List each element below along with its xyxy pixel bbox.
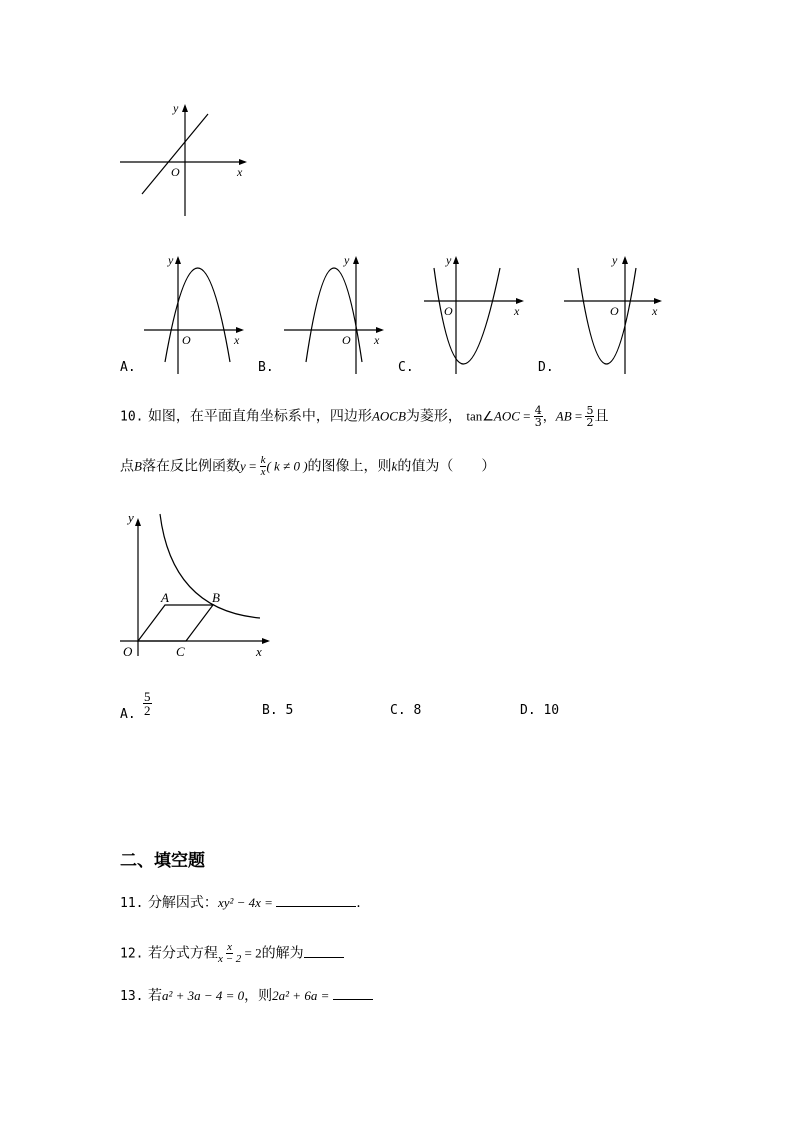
y-axis-label: y xyxy=(344,253,350,267)
point-b-label: B xyxy=(212,590,220,605)
function-fraction: $\frac{k}{x}$ xyxy=(260,454,266,478)
question-10-line-2: 点B落在反比例函数y = $\frac{k}{x}$ ( k ≠ 0 )的图像上，则k的值为（ ） xyxy=(120,454,496,478)
q12-fraction: $\frac{x}{x - 2}$ xyxy=(217,941,242,965)
question-11: 11. 分解因式：xy² − 4x = . xyxy=(120,895,361,911)
q13-condition: a² + 3a − 4 = 0 xyxy=(161,988,245,1003)
x-axis-label: x xyxy=(374,333,380,347)
y-axis-label: y xyxy=(446,253,452,267)
question-10-line-1: 10. 如图，在平面直角坐标系中，四边形AOCB为菱形， tan∠AOC = $\frac{4}{3}$ ，AB = $\frac{5}{2}$ 且 xyxy=(120,404,609,429)
option-d-label: D. xyxy=(538,360,554,375)
q10-option-a-label: A. xyxy=(120,707,136,722)
q12-answer-blank[interactable] xyxy=(304,957,344,958)
y-axis-arrow-icon xyxy=(182,104,188,112)
tan-symbol: tan∠ xyxy=(466,408,494,424)
origin-label: O xyxy=(610,304,619,318)
shape-name: AOCB xyxy=(371,408,406,424)
tan-fraction: $\frac{4}{3}$ xyxy=(534,404,542,429)
question-12: 12. 若分式方程 $\frac{x}{x - 2}$ = 2的解为 xyxy=(120,942,344,965)
option-c-label: C. xyxy=(398,360,414,375)
q13-answer-blank[interactable] xyxy=(333,999,373,1000)
x-axis-label: x xyxy=(256,644,262,659)
y-axis-label: y xyxy=(168,253,174,267)
parabola-a-figure xyxy=(140,250,250,378)
q10-option-a-fraction: $\frac{5}{2}$ xyxy=(144,689,151,718)
y-axis-arrow-icon xyxy=(353,256,359,264)
origin-label: O xyxy=(342,333,351,347)
q10-option-d: D. 10 xyxy=(520,703,560,718)
section-2-heading: 二、填空题 xyxy=(120,851,205,871)
parabola-c-figure xyxy=(420,250,532,378)
point-a-label: A xyxy=(161,590,169,605)
origin-label: O xyxy=(123,644,133,659)
function-y: y xyxy=(239,458,246,474)
question-13: 13. 若a² + 3a − 4 = 0，则2a² + 6a = xyxy=(120,986,373,1007)
y-axis-label: y xyxy=(173,101,179,115)
q10-option-b: B. 5 xyxy=(262,703,294,718)
x-axis-label: x xyxy=(234,333,240,347)
q11-answer-blank[interactable] xyxy=(276,906,356,907)
angle-name: AOC xyxy=(493,408,520,424)
y-axis-label: y xyxy=(612,253,618,267)
q13-expression: 2a² + 6a = xyxy=(272,988,333,1003)
y-axis-arrow-icon xyxy=(135,518,141,526)
function-line xyxy=(142,114,208,194)
question-text: 为菱形， xyxy=(405,408,462,425)
question-text: 如图，在平面直角坐标系中，四边形 xyxy=(147,408,372,425)
x-axis-arrow-icon xyxy=(262,638,270,644)
y-axis-arrow-icon xyxy=(622,256,628,264)
q10-option-c: C. 8 xyxy=(390,703,422,718)
point-c-label: C xyxy=(176,644,185,659)
parabola-b-figure xyxy=(280,250,390,378)
rhombus-aocb xyxy=(138,605,213,641)
function-condition: ( k ≠ 0 ) xyxy=(266,458,308,474)
x-axis-label: x xyxy=(237,165,243,179)
q11-expression: xy² − 4x = xyxy=(217,895,277,910)
option-b-label: B. xyxy=(258,360,274,375)
segment-ab: AB xyxy=(555,408,572,424)
parabola-d-figure xyxy=(560,250,672,378)
option-a-label: A. xyxy=(120,360,136,375)
rhombus-figure xyxy=(118,510,278,660)
line-graph-figure xyxy=(115,98,255,220)
origin-label: O xyxy=(182,333,191,347)
parabola-curve xyxy=(306,268,362,362)
origin-label: O xyxy=(171,165,180,179)
y-axis-arrow-icon xyxy=(175,256,181,264)
hyperbola-curve xyxy=(160,514,260,618)
question-number: 10. xyxy=(120,409,144,425)
point-b: B xyxy=(134,458,142,474)
parabola-curve xyxy=(578,268,636,364)
y-axis-label: y xyxy=(128,510,134,525)
ab-fraction: $\frac{5}{2}$ xyxy=(586,404,594,429)
x-axis-label: x xyxy=(652,304,658,318)
parabola-curve xyxy=(165,268,230,362)
x-axis-label: x xyxy=(514,304,520,318)
origin-label: O xyxy=(444,304,453,318)
y-axis-arrow-icon xyxy=(453,256,459,264)
